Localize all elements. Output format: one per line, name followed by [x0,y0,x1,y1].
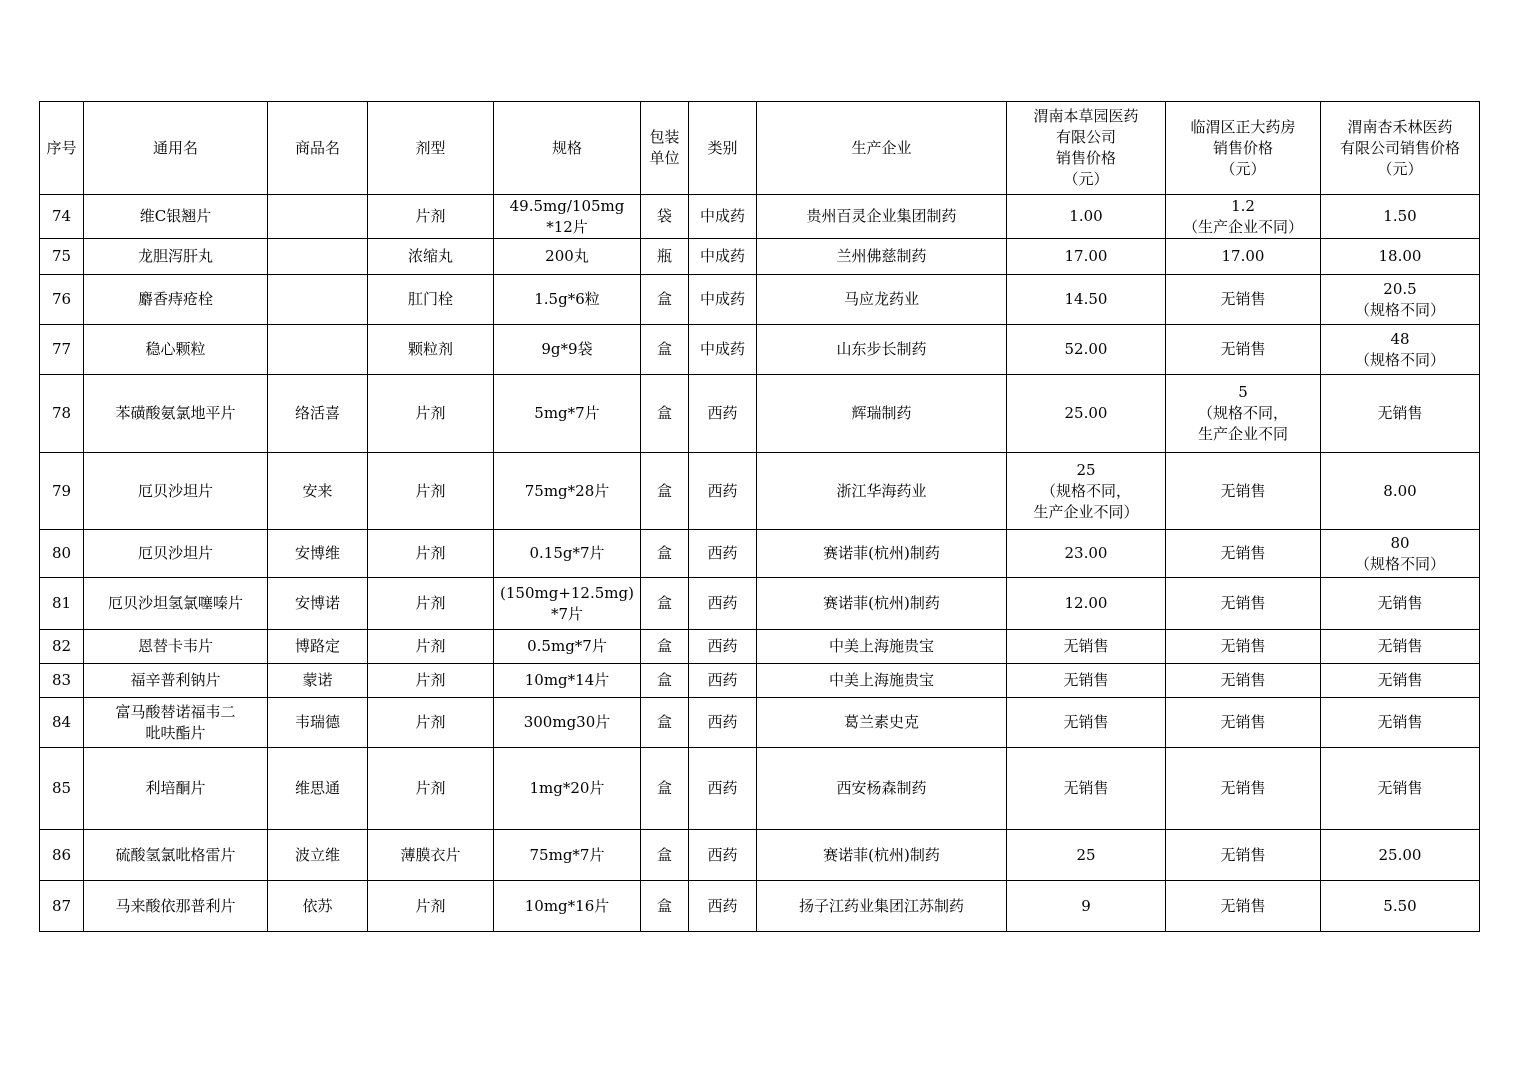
table-row [40,830,1480,881]
cell-manufacturer: 中美上海施贵宝 [757,664,1007,698]
cell-category: 西药 [689,630,757,664]
cell-manufacturer: 赛诺菲(杭州)制药 [757,830,1007,881]
cell-generic-name: 利培酮片 [84,748,268,830]
cell-bencaoyuan-price: 9 [1007,881,1166,932]
cell-manufacturer: 赛诺菲(杭州)制药 [757,530,1007,578]
cell-generic-name: 恩替卡韦片 [84,630,268,664]
cell-brand-name: 依苏 [268,881,368,932]
cell-serial-no: 86 [40,830,84,881]
table-row [40,578,1480,630]
cell-dosage-form: 肛门栓 [368,275,494,325]
cell-specification: 10mg*14片 [494,664,641,698]
cell-zhengda-price: 无销售 [1166,578,1321,630]
cell-dosage-form: 片剂 [368,698,494,748]
cell-zhengda-price: 无销售 [1166,275,1321,325]
cell-xingholin-price: 无销售 [1321,578,1480,630]
cell-xingholin-price: 18.00 [1321,239,1480,275]
table-row [40,881,1480,932]
cell-package-unit: 盒 [641,453,689,530]
cell-category: 西药 [689,375,757,453]
cell-serial-no: 80 [40,530,84,578]
cell-package-unit: 盒 [641,530,689,578]
table-row [40,453,1480,530]
cell-specification: 49.5mg/105mg *12片 [494,195,641,239]
cell-zhengda-price: 无销售 [1166,664,1321,698]
cell-xingholin-price: 1.50 [1321,195,1480,239]
cell-brand-name: 安博维 [268,530,368,578]
cell-package-unit: 盒 [641,375,689,453]
cell-manufacturer: 贵州百灵企业集团制药 [757,195,1007,239]
cell-zhengda-price: 无销售 [1166,698,1321,748]
cell-bencaoyuan-price: 25 （规格不同， 生产企业不同） [1007,453,1166,530]
cell-brand-name [268,239,368,275]
cell-brand-name [268,275,368,325]
cell-xingholin-price: 无销售 [1321,698,1480,748]
cell-category: 西药 [689,453,757,530]
cell-specification: 0.15g*7片 [494,530,641,578]
cell-specification: 9g*9袋 [494,325,641,375]
cell-xingholin-price: 无销售 [1321,375,1480,453]
table-row [40,530,1480,578]
cell-zhengda-price: 1.2 （生产企业不同） [1166,195,1321,239]
column-header-brand-name: 商品名 [268,102,368,195]
column-header-specification: 规格 [494,102,641,195]
table-row [40,195,1480,239]
cell-specification: 300mg30片 [494,698,641,748]
cell-serial-no: 76 [40,275,84,325]
cell-category: 中成药 [689,275,757,325]
cell-bencaoyuan-price: 25.00 [1007,375,1166,453]
cell-generic-name: 厄贝沙坦片 [84,453,268,530]
cell-brand-name: 蒙诺 [268,664,368,698]
cell-package-unit: 盒 [641,664,689,698]
cell-manufacturer: 赛诺菲(杭州)制药 [757,578,1007,630]
cell-manufacturer: 兰州佛慈制药 [757,239,1007,275]
cell-specification: 75mg*28片 [494,453,641,530]
column-header-manufacturer: 生产企业 [757,102,1007,195]
cell-manufacturer: 西安杨森制药 [757,748,1007,830]
cell-bencaoyuan-price: 无销售 [1007,664,1166,698]
cell-dosage-form: 薄膜衣片 [368,830,494,881]
cell-serial-no: 78 [40,375,84,453]
cell-bencaoyuan-price: 12.00 [1007,578,1166,630]
cell-serial-no: 81 [40,578,84,630]
cell-manufacturer: 扬子江药业集团江苏制药 [757,881,1007,932]
cell-dosage-form: 片剂 [368,664,494,698]
cell-bencaoyuan-price: 1.00 [1007,195,1166,239]
cell-generic-name: 马来酸依那普利片 [84,881,268,932]
cell-package-unit: 瓶 [641,239,689,275]
cell-dosage-form: 片剂 [368,881,494,932]
cell-generic-name: 维C银翘片 [84,195,268,239]
cell-zhengda-price: 无销售 [1166,325,1321,375]
cell-generic-name: 龙胆泻肝丸 [84,239,268,275]
cell-specification: 10mg*16片 [494,881,641,932]
cell-brand-name: 络活喜 [268,375,368,453]
cell-manufacturer: 葛兰素史克 [757,698,1007,748]
cell-zhengda-price: 无销售 [1166,748,1321,830]
cell-category: 西药 [689,830,757,881]
cell-serial-no: 85 [40,748,84,830]
cell-generic-name: 稳心颗粒 [84,325,268,375]
cell-bencaoyuan-price: 无销售 [1007,748,1166,830]
cell-manufacturer: 中美上海施贵宝 [757,630,1007,664]
cell-generic-name: 硫酸氢氯吡格雷片 [84,830,268,881]
cell-bencaoyuan-price: 17.00 [1007,239,1166,275]
cell-bencaoyuan-price: 23.00 [1007,530,1166,578]
cell-brand-name: 博路定 [268,630,368,664]
cell-xingholin-price: 8.00 [1321,453,1480,530]
cell-brand-name: 安来 [268,453,368,530]
column-header-package-unit: 包装 单位 [641,102,689,195]
table-row [40,748,1480,830]
cell-zhengda-price: 5 （规格不同， 生产企业不同 [1166,375,1321,453]
cell-brand-name [268,195,368,239]
table-row [40,630,1480,664]
cell-manufacturer: 辉瑞制药 [757,375,1007,453]
table-row [40,664,1480,698]
cell-generic-name: 厄贝沙坦氢氯噻嗪片 [84,578,268,630]
cell-dosage-form: 片剂 [368,530,494,578]
cell-zhengda-price: 无销售 [1166,881,1321,932]
cell-serial-no: 82 [40,630,84,664]
cell-specification: 200丸 [494,239,641,275]
column-header-dosage-form: 剂型 [368,102,494,195]
table-row [40,698,1480,748]
cell-zhengda-price: 无销售 [1166,453,1321,530]
cell-specification: 0.5mg*7片 [494,630,641,664]
cell-serial-no: 75 [40,239,84,275]
price-comparison-table [39,101,1480,932]
cell-zhengda-price: 无销售 [1166,530,1321,578]
table-row [40,375,1480,453]
cell-bencaoyuan-price: 无销售 [1007,698,1166,748]
cell-brand-name: 维思通 [268,748,368,830]
cell-category: 西药 [689,578,757,630]
cell-bencaoyuan-price: 无销售 [1007,630,1166,664]
cell-brand-name: 安博诺 [268,578,368,630]
cell-xingholin-price: 5.50 [1321,881,1480,932]
cell-xingholin-price: 无销售 [1321,664,1480,698]
table-row [40,239,1480,275]
cell-zhengda-price: 无销售 [1166,630,1321,664]
cell-bencaoyuan-price: 25 [1007,830,1166,881]
column-header-zhengda-price: 临渭区正大药房 销售价格 （元） [1166,102,1321,195]
cell-manufacturer: 山东步长制药 [757,325,1007,375]
cell-xingholin-price: 无销售 [1321,748,1480,830]
cell-package-unit: 盒 [641,698,689,748]
cell-package-unit: 盒 [641,748,689,830]
cell-serial-no: 74 [40,195,84,239]
cell-brand-name: 韦瑞德 [268,698,368,748]
cell-manufacturer: 浙江华海药业 [757,453,1007,530]
cell-xingholin-price: 48 （规格不同） [1321,325,1480,375]
cell-brand-name: 波立维 [268,830,368,881]
cell-category: 中成药 [689,325,757,375]
cell-package-unit: 盒 [641,830,689,881]
cell-brand-name [268,325,368,375]
cell-dosage-form: 片剂 [368,375,494,453]
cell-xingholin-price: 25.00 [1321,830,1480,881]
cell-serial-no: 83 [40,664,84,698]
cell-manufacturer: 马应龙药业 [757,275,1007,325]
cell-category: 中成药 [689,239,757,275]
cell-specification: 5mg*7片 [494,375,641,453]
cell-dosage-form: 片剂 [368,578,494,630]
table-header-row [40,102,1480,195]
cell-xingholin-price: 无销售 [1321,630,1480,664]
cell-zhengda-price: 17.00 [1166,239,1321,275]
cell-specification: 1.5g*6粒 [494,275,641,325]
cell-package-unit: 盒 [641,578,689,630]
cell-package-unit: 盒 [641,275,689,325]
table-row [40,275,1480,325]
cell-dosage-form: 颗粒剂 [368,325,494,375]
cell-package-unit: 盒 [641,881,689,932]
cell-specification: 75mg*7片 [494,830,641,881]
cell-generic-name: 麝香痔疮栓 [84,275,268,325]
cell-dosage-form: 浓缩丸 [368,239,494,275]
cell-generic-name: 富马酸替诺福韦二 吡呋酯片 [84,698,268,748]
cell-serial-no: 84 [40,698,84,748]
cell-package-unit: 袋 [641,195,689,239]
cell-xingholin-price: 80 （规格不同） [1321,530,1480,578]
cell-bencaoyuan-price: 14.50 [1007,275,1166,325]
column-header-generic-name: 通用名 [84,102,268,195]
cell-category: 西药 [689,698,757,748]
cell-generic-name: 福辛普利钠片 [84,664,268,698]
column-header-xingholin-price: 渭南杏禾林医药 有限公司销售价格 （元） [1321,102,1480,195]
cell-category: 西药 [689,881,757,932]
cell-specification: (150mg+12.5mg) *7片 [494,578,641,630]
cell-dosage-form: 片剂 [368,195,494,239]
cell-category: 西药 [689,664,757,698]
cell-xingholin-price: 20.5 （规格不同） [1321,275,1480,325]
cell-dosage-form: 片剂 [368,630,494,664]
column-header-category: 类别 [689,102,757,195]
cell-generic-name: 苯磺酸氨氯地平片 [84,375,268,453]
cell-category: 西药 [689,748,757,830]
cell-generic-name: 厄贝沙坦片 [84,530,268,578]
cell-category: 中成药 [689,195,757,239]
cell-serial-no: 79 [40,453,84,530]
table-row [40,325,1480,375]
cell-package-unit: 盒 [641,630,689,664]
cell-specification: 1mg*20片 [494,748,641,830]
cell-dosage-form: 片剂 [368,453,494,530]
cell-package-unit: 盒 [641,325,689,375]
column-header-serial-no: 序号 [40,102,84,195]
column-header-bencaoyuan-price: 渭南本草园医药 有限公司 销售价格 （元） [1007,102,1166,195]
cell-zhengda-price: 无销售 [1166,830,1321,881]
cell-bencaoyuan-price: 52.00 [1007,325,1166,375]
cell-category: 西药 [689,530,757,578]
cell-serial-no: 77 [40,325,84,375]
cell-serial-no: 87 [40,881,84,932]
cell-dosage-form: 片剂 [368,748,494,830]
